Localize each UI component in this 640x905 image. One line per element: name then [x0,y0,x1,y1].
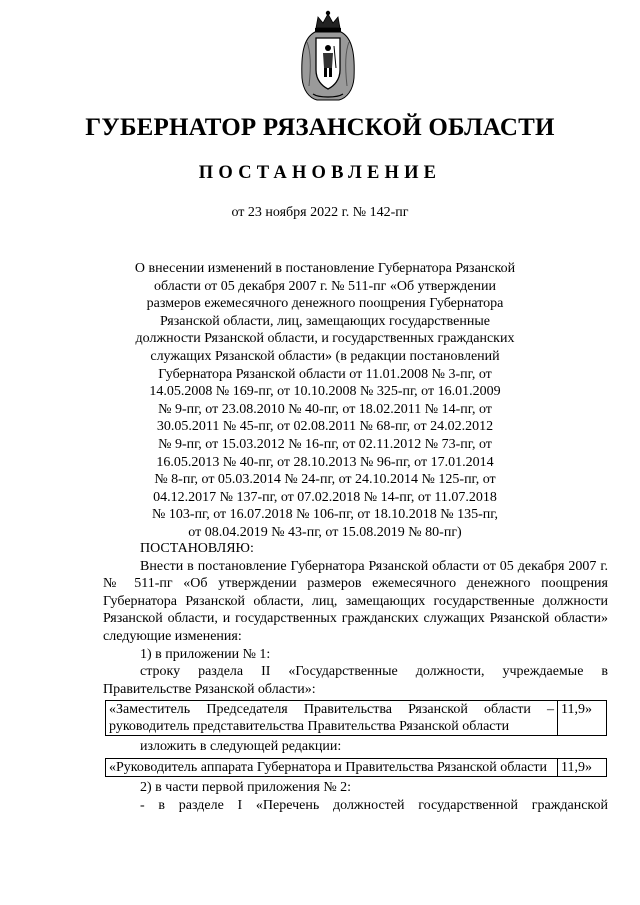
replace-instruction: изложить в следующей редакции: [140,739,342,755]
subject-line: Губернатора Рязанской области от 11.01.2008 № 3-пг, от [158,366,492,382]
subject-line: № 9-пг, от 23.08.2010 № 40-пг, от 18.02.2011 № 14-пг, от [158,401,492,417]
row-line-paragraph: строку раздела II «Государственные должности, учреждаемые в Правительстве Рязанской области»: [103,664,608,697]
ryazan-coat-of-arms-icon [299,8,357,104]
document-body [103,540,608,814]
subject-line: О внесении изменений в постановление Губернатора Рязанской [134,261,516,276]
position-cell: «Руководитель аппарата Губернатора и Правительства Рязанской области [106,758,558,776]
subject-line: Рязанской области, лиц, замещающих государственные [160,313,490,329]
table-row [106,758,607,776]
decree-word: ПОСТАНОВЛЯЮ: [140,541,254,556]
subject-line: служащих Рязанской области» (в редакции постановлений [150,348,500,364]
subject-line: области от 05 декабря 2007 г. № 511-пг «Об утверждении [154,278,496,294]
item-2-subitem: - в разделе I «Перечень должностей государственной гражданской [140,797,608,813]
item-2: 2) в части первой приложения № 2: [140,779,352,795]
intro-paragraph: Внести в постановление Губернатора Рязанской области от 05 декабря 2007 г. № 511-пг «Об утверждении размеров ежемесячного денежного поощрения Губернатора Рязанской области, лиц, замещающих государственные должности Рязанской области, и государственных гражданских служащих Рязанской области» следующие изменения: [103,558,608,644]
new-row-table [105,758,607,777]
subject-line: № 9-пг, от 15.03.2012 № 16-пг, от 02.11.2012 № 73-пг, от [158,436,492,452]
subject-line: должности Рязанской области, и государственных гражданских [135,331,515,347]
subject-line: от 08.04.2019 № 43-пг, от 15.08.2019 № 80-пг) [188,524,462,540]
authority-title: ГУБЕРНАТОР РЯЗАНСКОЙ ОБЛАСТИ [85,114,555,141]
value-cell: 11,9» [558,758,607,776]
item-1: 1) в приложении № 1: [140,646,271,662]
value-cell: 11,9» [558,701,607,736]
subject-line: 30.05.2011 № 45-пг, от 02.08.2011 № 68-пг, от 24.02.2012 [156,419,494,435]
table-row [106,701,607,736]
subject-line: № 8-пг, от 05.03.2014 № 24-пг, от 24.10.2014 № 125-пг, от [154,472,496,488]
subject-line: размеров ежемесячного денежного поощрения Губернатора [146,296,504,312]
old-row-table [105,700,607,736]
subject-line: 14.05.2008 № 169-пг, от 10.10.2008 № 325-пг, от 16.01.2009 [149,384,501,400]
date-and-number: от 23 ноября 2022 г. № 142-пг [231,205,409,220]
position-cell: «Заместитель Председателя Правительства Рязанской области – руководитель представительства Правительства Рязанской области [106,701,558,736]
subject-line: 04.12.2017 № 137-пг, от 07.02.2018 № 14-пг, от 11.07.2018 [153,489,497,505]
subject-line: № 103-пг, от 16.07.2018 № 106-пг, от 18.10.2018 № 135-пг, [152,507,498,523]
subject-block [110,260,540,542]
subject-line: 16.05.2013 № 40-пг, от 28.10.2013 № 96-пг, от 17.01.2014 [156,454,494,470]
document-type-heading: ПОСТАНОВЛЕНИЕ [198,163,442,183]
